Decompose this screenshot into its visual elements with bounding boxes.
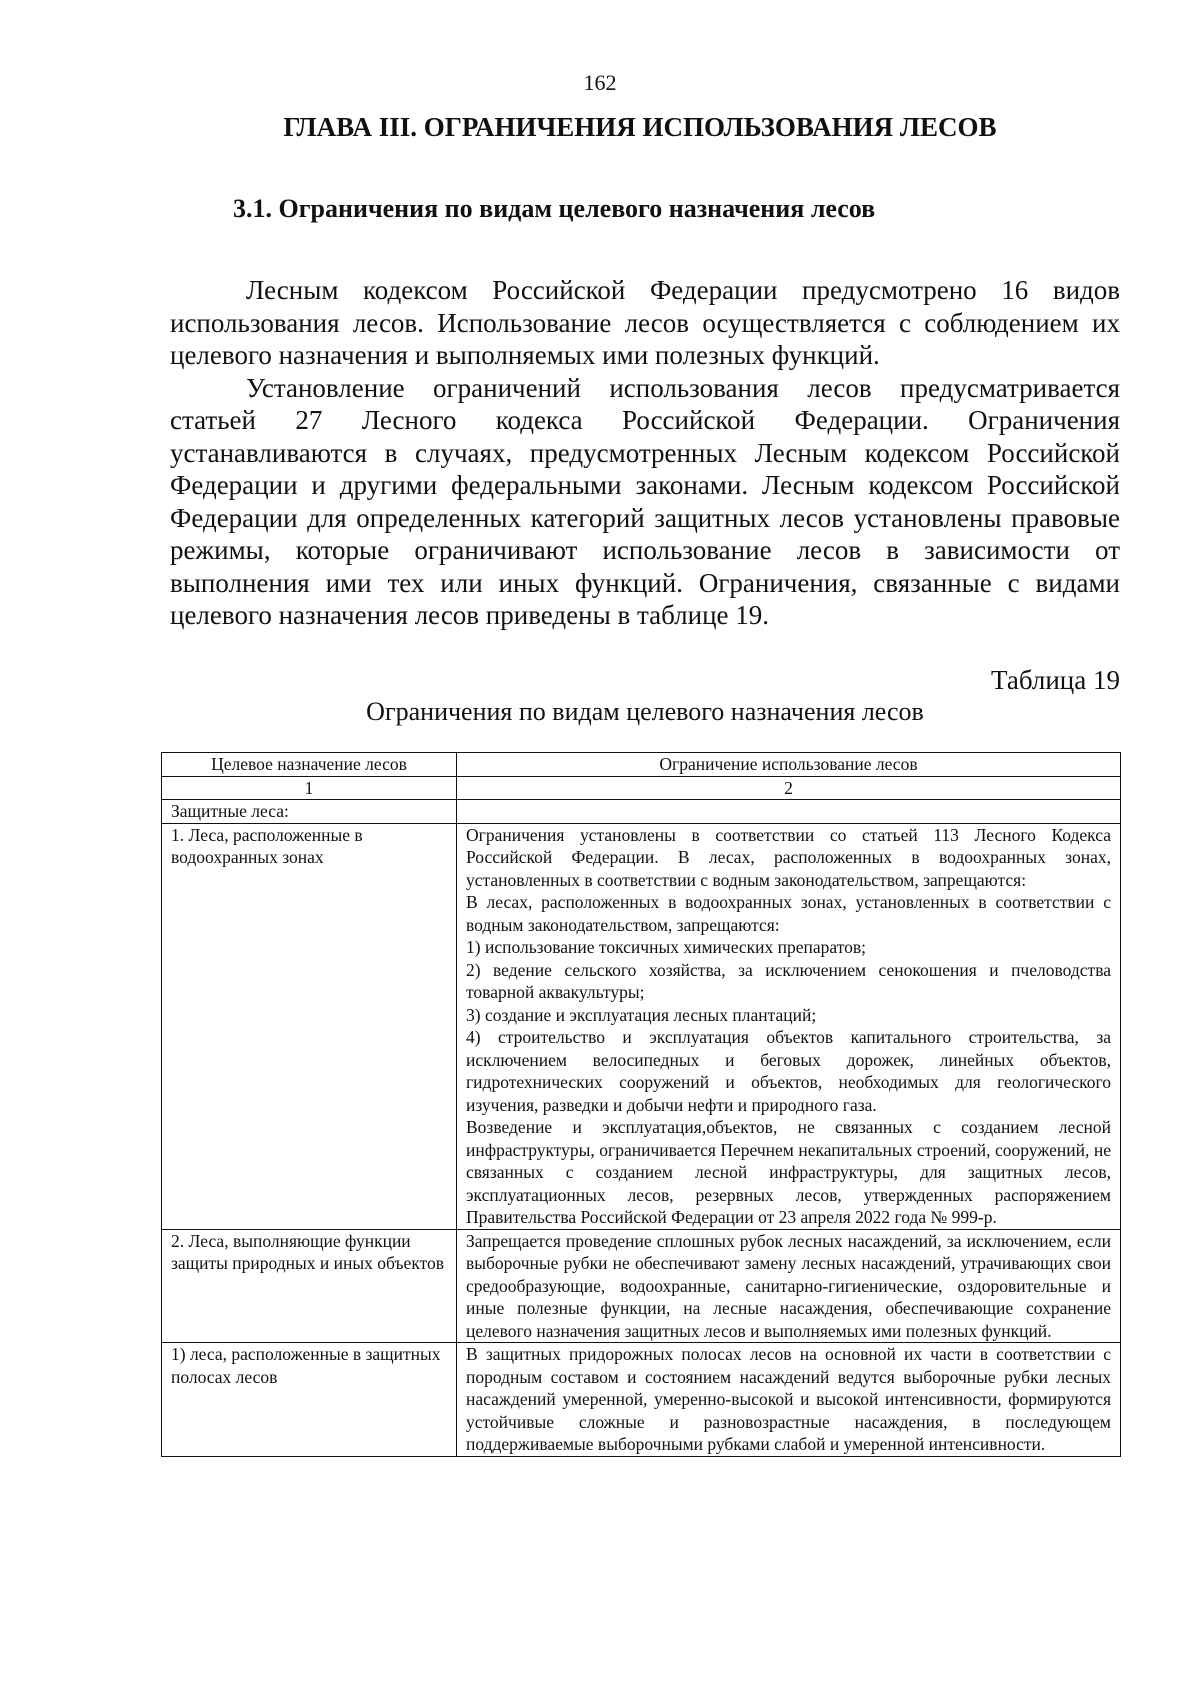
group-heading-cell: Защитные леса: <box>162 800 457 824</box>
category-cell: 1) леса, расположенные в защитных полосах лесов <box>162 1343 457 1457</box>
restriction-paragraph: В лесах, расположенных в водоохранных зонах, установленных в соответствии с водным законодательством, запрещаются: <box>466 892 1111 935</box>
restriction-cell <box>457 1229 1121 1343</box>
body-text <box>170 274 1120 632</box>
table-title: Ограничения по видам целевого назначения лесов <box>366 697 924 726</box>
paragraph: Установление ограничений использования лесов предусматривается статьей 27 Лесного кодекса Российской Федерации. Ограничения устанавливаются в случаях, предусмотренных Лесным кодексом Российской Федерации и другими федеральными законами. Лесным кодексом Российской Федерации для определенных категорий защитных лесов установлены правовые режимы, которые ограничивают использование лесов в зависимости от выполнения ими тех или иных функций. Ограничения, связанные с видами целевого назначения лесов приведены в таблице 19. <box>170 372 1120 630</box>
restriction-paragraph: 1) использование токсичных химических препаратов; <box>466 937 867 957</box>
restriction-paragraph: В защитных придорожных полосах лесов на основной их части в соответствии с породным составом и состоянием насаждений ведутся выборочные рубки лесных насаждений умеренной, умеренно-высокой и высокой интенсивности, формируются устойчивые сложные и разновозрастные насаждения, в последующем поддерживаемые выборочными рубками слабой и умеренной интенсивности. <box>466 1344 1111 1454</box>
table-header-row <box>162 753 1121 777</box>
table-row <box>162 1343 1121 1457</box>
empty-cell <box>457 800 1121 824</box>
restriction-paragraph: 4) строительство и эксплуатация объектов капитального строительства, за исключением велосипедных и беговых дорожек, линейных объектов, гидротехнических сооружений и объектов, необходимых для геологического изучения, разведки и добычи нефти и природного газа. <box>466 1027 1111 1115</box>
group-heading-row <box>162 800 1121 824</box>
restriction-cell <box>457 823 1121 1229</box>
restriction-paragraph: Ограничения установлены в соответствии со статьей 113 Лесного Кодекса Российской Федерации. В лесах, расположенных в водоохранных зонах, установленных в соответствии с водным законодательством, запрещаются: <box>466 824 1111 890</box>
column-number-cell: 2 <box>457 776 1121 800</box>
restriction-paragraph: 2) ведение сельского хозяйства, за исключением сенокошения и пчеловодства товарной аквакультуры; <box>466 959 1111 1002</box>
paragraph: Лесным кодексом Российской Федерации предусмотрено 16 видов использования лесов. Использование лесов осуществляется с соблюдением их целевого назначения и выполняемых ими полезных функций. <box>170 275 1120 370</box>
category-cell: 2. Леса, выполняющие функции защиты природных и иных объектов <box>162 1229 457 1343</box>
table-row <box>162 1229 1121 1343</box>
table-header-cell: Ограничение использование лесов <box>457 753 1121 777</box>
table-header-cell: Целевое назначение лесов <box>162 753 457 777</box>
column-number-cell: 1 <box>162 776 457 800</box>
restriction-paragraph: 3) создание и эксплуатация лесных плантаций; <box>466 1004 817 1025</box>
restriction-paragraph: Возведение и эксплуатация,объектов, не связанных с созданием лесной инфраструктуры, ограничивается Перечнем некапитальных строений, сооружений, не связанных с созданием лесной инфраструктуры, для защитных лесов, эксплуатационных лесов, резервных лесов, утвержденных распоряжением Правительства Российской Федерации от 23 апреля 2022 года № 999-р. <box>466 1117 1111 1227</box>
restriction-paragraph: Запрещается проведение сплошных рубок лесных насаждений, за исключением, если выборочные рубки не обеспечивают замену лесных насаждений, утрачивающих свои средообразующие, водоохранные, санитарно-гигиенические, оздоровительные и иные полезные функции, на лесные насаждения, обеспечивающие сохранение целевого назначения защитных лесов и выполняемых ими полезных функций. <box>466 1230 1111 1341</box>
table-label: Таблица 19 <box>991 665 1120 695</box>
category-cell: 1. Леса, расположенные в водоохранных зонах <box>162 823 457 1229</box>
page-number: 162 <box>583 70 617 95</box>
chapter-title: ГЛАВА III. ОГРАНИЧЕНИЯ ИСПОЛЬЗОВАНИЯ ЛЕСОВ <box>283 112 997 142</box>
restriction-cell <box>457 1343 1121 1457</box>
table-row <box>162 823 1121 1229</box>
section-title: 3.1. Ограничения по видам целевого назначения лесов <box>233 194 876 223</box>
column-number-row <box>162 776 1121 800</box>
restrictions-table <box>161 752 1121 1457</box>
